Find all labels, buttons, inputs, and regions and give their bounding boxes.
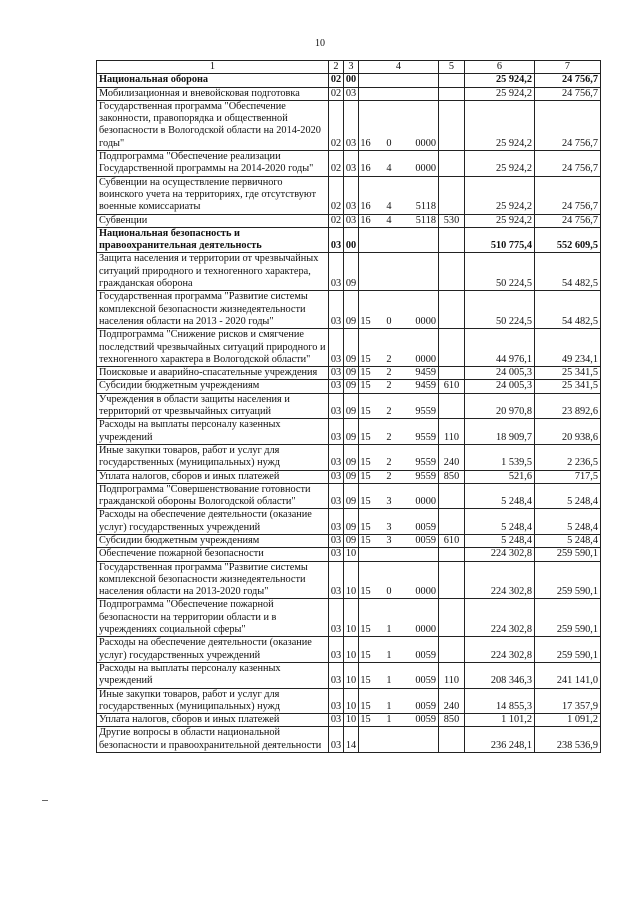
row-target-code — [359, 483, 439, 509]
target-code-part: 2 — [386, 353, 392, 365]
table-row — [97, 662, 601, 688]
row-subsection: 03 — [344, 151, 359, 177]
table-row — [97, 509, 601, 535]
row-subsection: 09 — [344, 419, 359, 445]
row-amount-2016: 18 909,7 — [465, 419, 535, 445]
row-amount-2017: 23 892,6 — [535, 393, 601, 419]
table-row — [97, 380, 601, 393]
row-section: 03 — [329, 561, 344, 599]
table-row — [97, 227, 601, 253]
target-code-part: 3 — [386, 521, 392, 533]
row-amount-2016: 224 302,8 — [465, 561, 535, 599]
table-row — [97, 637, 601, 663]
row-target-code — [359, 329, 439, 367]
row-expense-type — [439, 509, 465, 535]
row-subsection: 00 — [344, 227, 359, 253]
row-amount-2016: 1 539,5 — [465, 444, 535, 470]
header-col-6: 6 — [465, 61, 535, 74]
target-code-part: 4 — [386, 201, 392, 213]
row-subsection: 09 — [344, 470, 359, 483]
target-code-part: 15 — [360, 431, 371, 443]
target-code-part: 0059 — [415, 521, 436, 533]
row-amount-2017: 24 756,7 — [535, 87, 601, 100]
row-section: 02 — [329, 176, 344, 214]
row-expense-type — [439, 393, 465, 419]
row-target-code — [359, 74, 439, 87]
row-name: Подпрограмма "Совершенствование готовности гражданской обороны Вологодской области" — [97, 483, 329, 509]
row-target-code — [359, 253, 439, 291]
row-target-code — [359, 227, 439, 253]
table-header-row — [97, 61, 601, 74]
target-code-part: 9559 — [415, 406, 436, 418]
target-code-part: 0059 — [415, 700, 436, 712]
table-row — [97, 548, 601, 561]
target-code-part: 0 — [386, 586, 392, 598]
row-amount-2017: 24 756,7 — [535, 74, 601, 87]
header-col-2: 2 — [329, 61, 344, 74]
row-target-code — [359, 534, 439, 547]
row-amount-2016: 25 924,2 — [465, 176, 535, 214]
target-code-part: 0000 — [415, 586, 436, 598]
target-code-part: 1 — [386, 700, 392, 712]
target-code-part: 15 — [360, 700, 371, 712]
row-name: Расходы на обеспечение деятельности (оказание услуг) государственных учреждений — [97, 509, 329, 535]
row-section: 03 — [329, 599, 344, 637]
target-code-part: 15 — [360, 406, 371, 418]
row-section: 03 — [329, 227, 344, 253]
row-expense-type — [439, 483, 465, 509]
row-name: Национальная безопасность и правоохранительная деятельность — [97, 227, 329, 253]
row-target-code — [359, 444, 439, 470]
table-row — [97, 100, 601, 150]
table-row — [97, 151, 601, 177]
row-section: 03 — [329, 637, 344, 663]
target-code-part: 1 — [386, 649, 392, 661]
row-amount-2017: 259 590,1 — [535, 599, 601, 637]
table-row — [97, 253, 601, 291]
row-target-code — [359, 393, 439, 419]
table-row — [97, 419, 601, 445]
row-target-code — [359, 291, 439, 329]
row-subsection: 00 — [344, 74, 359, 87]
target-code-part: 3 — [386, 534, 392, 546]
row-target-code — [359, 214, 439, 227]
target-code-part: 16 — [360, 163, 371, 175]
row-section: 03 — [329, 714, 344, 727]
target-code-part: 0059 — [415, 534, 436, 546]
target-code-part: 15 — [360, 496, 371, 508]
row-name: Подпрограмма "Снижение рисков и смягчение последствий чрезвычайных ситуаций природного и техногенного характера в Вологодской области" — [97, 329, 329, 367]
row-expense-type — [439, 599, 465, 637]
row-amount-2017: 238 536,9 — [535, 727, 601, 753]
row-name: Расходы на обеспечение деятельности (оказание услуг) государственных учреждений — [97, 637, 329, 663]
budget-table — [96, 60, 601, 753]
row-section: 02 — [329, 151, 344, 177]
row-amount-2017: 25 341,5 — [535, 367, 601, 380]
row-section: 03 — [329, 727, 344, 753]
row-amount-2016: 20 970,8 — [465, 393, 535, 419]
row-expense-type — [439, 329, 465, 367]
row-section: 02 — [329, 87, 344, 100]
target-code-part: 15 — [360, 353, 371, 365]
row-expense-type: 530 — [439, 214, 465, 227]
row-subsection: 09 — [344, 367, 359, 380]
row-amount-2017: 5 248,4 — [535, 509, 601, 535]
row-subsection: 10 — [344, 548, 359, 561]
row-target-code — [359, 176, 439, 214]
table-row — [97, 291, 601, 329]
row-name: Государственная программа "Развитие системы комплексной безопасности жизнедеятельности населения области на 2013 - 2020 годы" — [97, 291, 329, 329]
row-target-code — [359, 714, 439, 727]
table-row — [97, 714, 601, 727]
row-amount-2016: 50 224,5 — [465, 291, 535, 329]
row-section: 03 — [329, 419, 344, 445]
target-code-part: 1 — [386, 714, 392, 726]
row-amount-2016: 14 855,3 — [465, 688, 535, 714]
row-amount-2017: 49 234,1 — [535, 329, 601, 367]
row-name: Субсидии бюджетным учреждениям — [97, 534, 329, 547]
row-target-code — [359, 727, 439, 753]
target-code-part: 15 — [360, 380, 371, 392]
page-number: 10 — [315, 38, 325, 49]
target-code-part: 0000 — [415, 624, 436, 636]
row-subsection: 09 — [344, 509, 359, 535]
row-section: 03 — [329, 380, 344, 393]
table-row — [97, 727, 601, 753]
table-row — [97, 534, 601, 547]
row-expense-type: 240 — [439, 444, 465, 470]
row-section: 03 — [329, 253, 344, 291]
row-amount-2016: 1 101,2 — [465, 714, 535, 727]
row-expense-type — [439, 548, 465, 561]
target-code-part: 15 — [360, 534, 371, 546]
row-target-code — [359, 151, 439, 177]
row-amount-2017: 259 590,1 — [535, 637, 601, 663]
table-row — [97, 393, 601, 419]
row-amount-2017: 24 756,7 — [535, 176, 601, 214]
target-code-part: 15 — [360, 675, 371, 687]
row-name: Защита населения и территории от чрезвычайных ситуаций природного и техногенного характера, гражданская оборона — [97, 253, 329, 291]
header-col-7: 7 — [535, 61, 601, 74]
row-name: Государственная программа "Обеспечение законности, правопорядка и общественной безопасности в Вологодской области на 2014-2020 годы" — [97, 100, 329, 150]
row-expense-type: 610 — [439, 380, 465, 393]
target-code-part: 15 — [360, 649, 371, 661]
target-code-part: 15 — [360, 315, 371, 327]
row-name: Субвенции на осуществление первичного воинского учета на территориях, где отсутствуют военные комиссариаты — [97, 176, 329, 214]
target-code-part: 15 — [360, 367, 371, 379]
row-section: 03 — [329, 548, 344, 561]
row-target-code — [359, 662, 439, 688]
target-code-part: 16 — [360, 137, 371, 149]
row-target-code — [359, 470, 439, 483]
row-name: Государственная программа "Развитие системы комплексной безопасности жизнедеятельности населения области на 2013-2020 годы" — [97, 561, 329, 599]
target-code-part: 9459 — [415, 380, 436, 392]
target-code-part: 5118 — [415, 214, 436, 226]
row-amount-2017: 24 756,7 — [535, 214, 601, 227]
row-name: Иные закупки товаров, работ и услуг для государственных (муниципальных) нужд — [97, 444, 329, 470]
row-name: Субвенции — [97, 214, 329, 227]
row-section: 02 — [329, 74, 344, 87]
target-code-part: 0000 — [415, 137, 436, 149]
target-code-part: 0059 — [415, 649, 436, 661]
table-row — [97, 599, 601, 637]
row-expense-type — [439, 367, 465, 380]
target-code-part: 15 — [360, 470, 371, 482]
target-code-part: 15 — [360, 586, 371, 598]
row-amount-2017: 17 357,9 — [535, 688, 601, 714]
row-name: Уплата налогов, сборов и иных платежей — [97, 470, 329, 483]
row-amount-2016: 208 346,3 — [465, 662, 535, 688]
row-amount-2017: 5 248,4 — [535, 534, 601, 547]
row-amount-2016: 24 005,3 — [465, 367, 535, 380]
row-amount-2016: 25 924,2 — [465, 214, 535, 227]
row-section: 03 — [329, 393, 344, 419]
table-row — [97, 561, 601, 599]
row-amount-2016: 236 248,1 — [465, 727, 535, 753]
row-expense-type: 240 — [439, 688, 465, 714]
row-subsection: 03 — [344, 87, 359, 100]
row-section: 03 — [329, 662, 344, 688]
row-amount-2017: 24 756,7 — [535, 100, 601, 150]
target-code-part: 0000 — [415, 163, 436, 175]
target-code-part: 15 — [360, 521, 371, 533]
row-amount-2016: 50 224,5 — [465, 253, 535, 291]
row-amount-2017: 259 590,1 — [535, 561, 601, 599]
row-target-code — [359, 87, 439, 100]
row-expense-type — [439, 561, 465, 599]
row-expense-type — [439, 727, 465, 753]
row-subsection: 09 — [344, 329, 359, 367]
row-expense-type — [439, 74, 465, 87]
target-code-part: 4 — [386, 163, 392, 175]
target-code-part: 1 — [386, 675, 392, 687]
target-code-part: 0000 — [415, 496, 436, 508]
row-amount-2016: 5 248,4 — [465, 483, 535, 509]
target-code-part: 9559 — [415, 470, 436, 482]
row-amount-2016: 224 302,8 — [465, 599, 535, 637]
row-amount-2017: 717,5 — [535, 470, 601, 483]
target-code-part: 0 — [386, 315, 392, 327]
row-subsection: 09 — [344, 393, 359, 419]
row-name: Другие вопросы в области национальной безопасности и правоохранительной деятельности — [97, 727, 329, 753]
row-subsection: 03 — [344, 176, 359, 214]
table-row — [97, 74, 601, 87]
row-section: 03 — [329, 291, 344, 329]
row-name: Учреждения в области защиты населения и территорий от чрезвычайных ситуаций — [97, 393, 329, 419]
row-expense-type: 110 — [439, 419, 465, 445]
row-expense-type — [439, 291, 465, 329]
row-section: 03 — [329, 329, 344, 367]
row-amount-2017: 54 482,5 — [535, 291, 601, 329]
row-subsection: 14 — [344, 727, 359, 753]
target-code-part: 2 — [386, 380, 392, 392]
header-col-5: 5 — [439, 61, 465, 74]
row-expense-type: 110 — [439, 662, 465, 688]
row-amount-2016: 224 302,8 — [465, 637, 535, 663]
target-code-part: 2 — [386, 406, 392, 418]
table-row — [97, 688, 601, 714]
row-name: Расходы на выплаты персоналу казенных учреждений — [97, 662, 329, 688]
target-code-part: 0000 — [415, 353, 436, 365]
table-row — [97, 176, 601, 214]
header-col-1: 1 — [97, 61, 329, 74]
table-row — [97, 367, 601, 380]
row-amount-2016: 25 924,2 — [465, 74, 535, 87]
row-expense-type — [439, 176, 465, 214]
row-section: 03 — [329, 534, 344, 547]
row-section: 03 — [329, 688, 344, 714]
row-name: Расходы на выплаты персоналу казенных учреждений — [97, 419, 329, 445]
target-code-part: 15 — [360, 457, 371, 469]
row-target-code — [359, 419, 439, 445]
table-row — [97, 483, 601, 509]
header-col-3: 3 — [344, 61, 359, 74]
row-amount-2016: 5 248,4 — [465, 509, 535, 535]
row-name: Иные закупки товаров, работ и услуг для государственных (муниципальных) нужд — [97, 688, 329, 714]
target-code-part: 0 — [386, 137, 392, 149]
row-subsection: 09 — [344, 380, 359, 393]
target-code-part: 4 — [386, 214, 392, 226]
row-expense-type — [439, 151, 465, 177]
row-amount-2017: 25 341,5 — [535, 380, 601, 393]
row-target-code — [359, 561, 439, 599]
row-target-code — [359, 367, 439, 380]
row-target-code — [359, 688, 439, 714]
target-code-part: 16 — [360, 214, 371, 226]
row-target-code — [359, 380, 439, 393]
row-amount-2017: 54 482,5 — [535, 253, 601, 291]
target-code-part: 2 — [386, 367, 392, 379]
row-subsection: 10 — [344, 599, 359, 637]
row-subsection: 03 — [344, 214, 359, 227]
row-subsection: 10 — [344, 714, 359, 727]
target-code-part: 15 — [360, 624, 371, 636]
row-amount-2016: 24 005,3 — [465, 380, 535, 393]
row-amount-2016: 5 248,4 — [465, 534, 535, 547]
row-amount-2017: 2 236,5 — [535, 444, 601, 470]
row-target-code — [359, 599, 439, 637]
target-code-part: 2 — [386, 457, 392, 469]
row-expense-type: 850 — [439, 470, 465, 483]
row-subsection: 09 — [344, 444, 359, 470]
table-row — [97, 329, 601, 367]
row-name: Обеспечение пожарной безопасности — [97, 548, 329, 561]
target-code-part: 15 — [360, 714, 371, 726]
row-target-code — [359, 100, 439, 150]
row-section: 03 — [329, 483, 344, 509]
row-amount-2017: 20 938,6 — [535, 419, 601, 445]
row-name: Уплата налогов, сборов и иных платежей — [97, 714, 329, 727]
table-row — [97, 87, 601, 100]
row-name: Поисковые и аварийно-спасательные учреждения — [97, 367, 329, 380]
target-code-part: 2 — [386, 470, 392, 482]
row-subsection: 10 — [344, 637, 359, 663]
target-code-part: 2 — [386, 431, 392, 443]
row-subsection: 09 — [344, 483, 359, 509]
row-expense-type — [439, 87, 465, 100]
row-amount-2016: 44 976,1 — [465, 329, 535, 367]
header-col-4: 4 — [359, 61, 439, 74]
row-subsection: 09 — [344, 253, 359, 291]
table-row — [97, 214, 601, 227]
target-code-part: 9459 — [415, 367, 436, 379]
row-section: 03 — [329, 509, 344, 535]
row-amount-2016: 510 775,4 — [465, 227, 535, 253]
row-name: Подпрограмма "Обеспечение реализации Государственной программы на 2014-2020 годы" — [97, 151, 329, 177]
row-amount-2017: 259 590,1 — [535, 548, 601, 561]
target-code-part: 9559 — [415, 431, 436, 443]
row-expense-type: 850 — [439, 714, 465, 727]
target-code-part: 0059 — [415, 675, 436, 687]
row-subsection: 10 — [344, 662, 359, 688]
row-target-code — [359, 509, 439, 535]
row-amount-2017: 1 091,2 — [535, 714, 601, 727]
row-expense-type: 610 — [439, 534, 465, 547]
row-amount-2016: 224 302,8 — [465, 548, 535, 561]
row-subsection: 10 — [344, 688, 359, 714]
row-amount-2017: 24 756,7 — [535, 151, 601, 177]
row-name: Субсидии бюджетным учреждениям — [97, 380, 329, 393]
row-subsection: 10 — [344, 561, 359, 599]
row-amount-2016: 521,6 — [465, 470, 535, 483]
row-section: 03 — [329, 367, 344, 380]
row-target-code — [359, 548, 439, 561]
row-section: 03 — [329, 470, 344, 483]
row-subsection: 09 — [344, 534, 359, 547]
row-expense-type — [439, 253, 465, 291]
margin-mark — [42, 800, 48, 801]
row-amount-2017: 5 248,4 — [535, 483, 601, 509]
row-name: Мобилизационная и вневойсковая подготовка — [97, 87, 329, 100]
table-row — [97, 470, 601, 483]
row-subsection: 03 — [344, 100, 359, 150]
row-section: 02 — [329, 214, 344, 227]
row-expense-type — [439, 227, 465, 253]
target-code-part: 3 — [386, 496, 392, 508]
row-amount-2016: 25 924,2 — [465, 87, 535, 100]
row-amount-2016: 25 924,2 — [465, 151, 535, 177]
row-expense-type — [439, 100, 465, 150]
row-name: Национальная оборона — [97, 74, 329, 87]
target-code-part: 5118 — [415, 201, 436, 213]
row-target-code — [359, 637, 439, 663]
row-amount-2016: 25 924,2 — [465, 100, 535, 150]
row-subsection: 09 — [344, 291, 359, 329]
target-code-part: 9559 — [415, 457, 436, 469]
row-amount-2017: 552 609,5 — [535, 227, 601, 253]
row-section: 02 — [329, 100, 344, 150]
target-code-part: 0000 — [415, 315, 436, 327]
target-code-part: 1 — [386, 624, 392, 636]
target-code-part: 16 — [360, 201, 371, 213]
row-amount-2017: 241 141,0 — [535, 662, 601, 688]
target-code-part: 0059 — [415, 714, 436, 726]
table-row — [97, 444, 601, 470]
row-name: Подпрограмма "Обеспечение пожарной безопасности на территории области и в учреждениях социальной сферы" — [97, 599, 329, 637]
row-section: 03 — [329, 444, 344, 470]
row-expense-type — [439, 637, 465, 663]
